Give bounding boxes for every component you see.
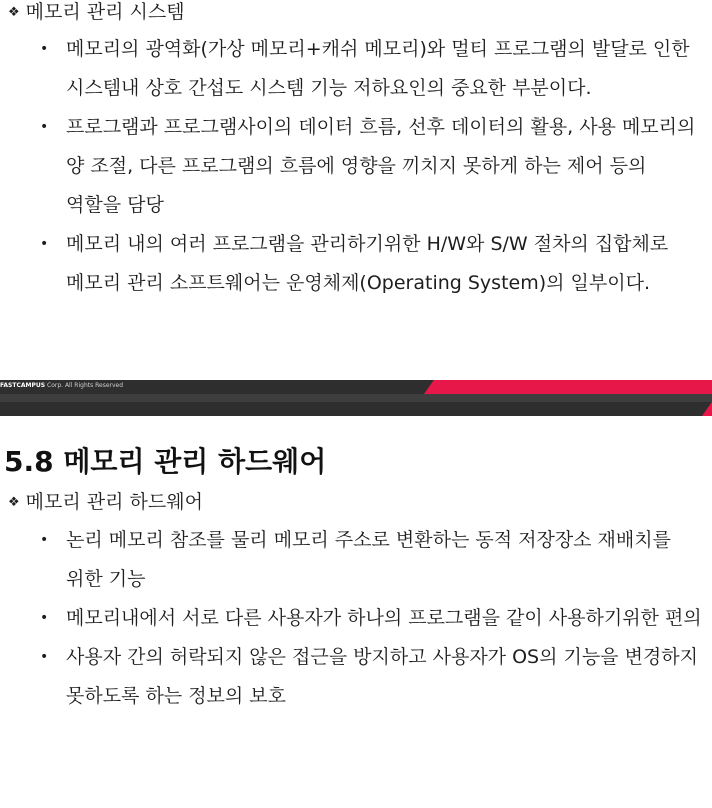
bullet-text: 프로그램과 프로그램사이의 데이터 흐름, 선후 데이터의 활용, 사용 메모리의 양 조절, 다른 프로그램의 흐름에 영향을 끼치지 못하게 하는 제어 등의 역할을 담당 (66, 116, 696, 216)
section-heading-text: 메모리 관리 시스템 (25, 1, 185, 23)
bullet-dot-icon: • (40, 649, 49, 665)
bullet-dot-icon: • (40, 532, 49, 548)
bullet-dot-icon: • (40, 610, 49, 626)
diamond-bullet-icon: ❖ (8, 495, 20, 510)
slide-memory-management-hardware (0, 416, 712, 808)
slide-footer-band (0, 380, 712, 416)
list-item (0, 30, 706, 108)
footer-accent-corner (702, 402, 712, 416)
bullet-text: 메모리의 광역화(가상 메모리+캐쉬 메모리)와 멀티 프로그램의 발달로 인한 시스템내 상호 간섭도 시스템 기능 저하요인의 중요한 부분이다. (66, 38, 690, 99)
list-item (0, 225, 706, 303)
slide-memory-management-system (0, 0, 712, 380)
list-item (0, 599, 706, 638)
bullet-text: 메모리 내의 여러 프로그램을 관리하기위한 H/W와 S/W 절차의 집합체로 메모리 관리 소프트웨어는 운영체제(Operating System)의 일부이다. (66, 233, 669, 294)
footer-copyright-text: Corp. All Rights Reserved (47, 382, 124, 389)
bullet-dot-icon: • (40, 41, 49, 57)
footer-accent-shape (424, 380, 712, 394)
bullet-list-memory-system (0, 30, 706, 303)
bullet-text: 논리 메모리 참조를 물리 메모리 주소로 변환하는 동적 저장장소 재배치를 위한 기능 (66, 529, 671, 590)
diamond-bullet-icon: ❖ (8, 5, 20, 20)
bullet-text: 사용자 간의 허락되지 않은 접근을 방지하고 사용자가 OS의 기능을 변경하지 못하도록 하는 정보의 보호 (66, 646, 698, 707)
list-item (0, 638, 706, 716)
list-item (0, 108, 706, 225)
page-title: 5.8 메모리 관리 하드웨어 (4, 445, 327, 478)
section-heading-text: 메모리 관리 하드웨어 (25, 491, 203, 513)
bullet-text: 메모리내에서 서로 다른 사용자가 하나의 프로그램을 같이 사용하기위한 편의 (66, 607, 702, 629)
list-item (0, 521, 706, 599)
footer-copyright (0, 382, 123, 390)
bullet-list-memory-hardware (0, 521, 706, 716)
footer-brand: FASTCAMPUS (0, 382, 46, 389)
footer-stripe (0, 394, 712, 402)
bullet-dot-icon: • (40, 119, 49, 135)
bullet-dot-icon: • (40, 236, 49, 252)
section-heading-memory-hardware (8, 490, 203, 515)
section-heading-memory-system (8, 0, 185, 25)
